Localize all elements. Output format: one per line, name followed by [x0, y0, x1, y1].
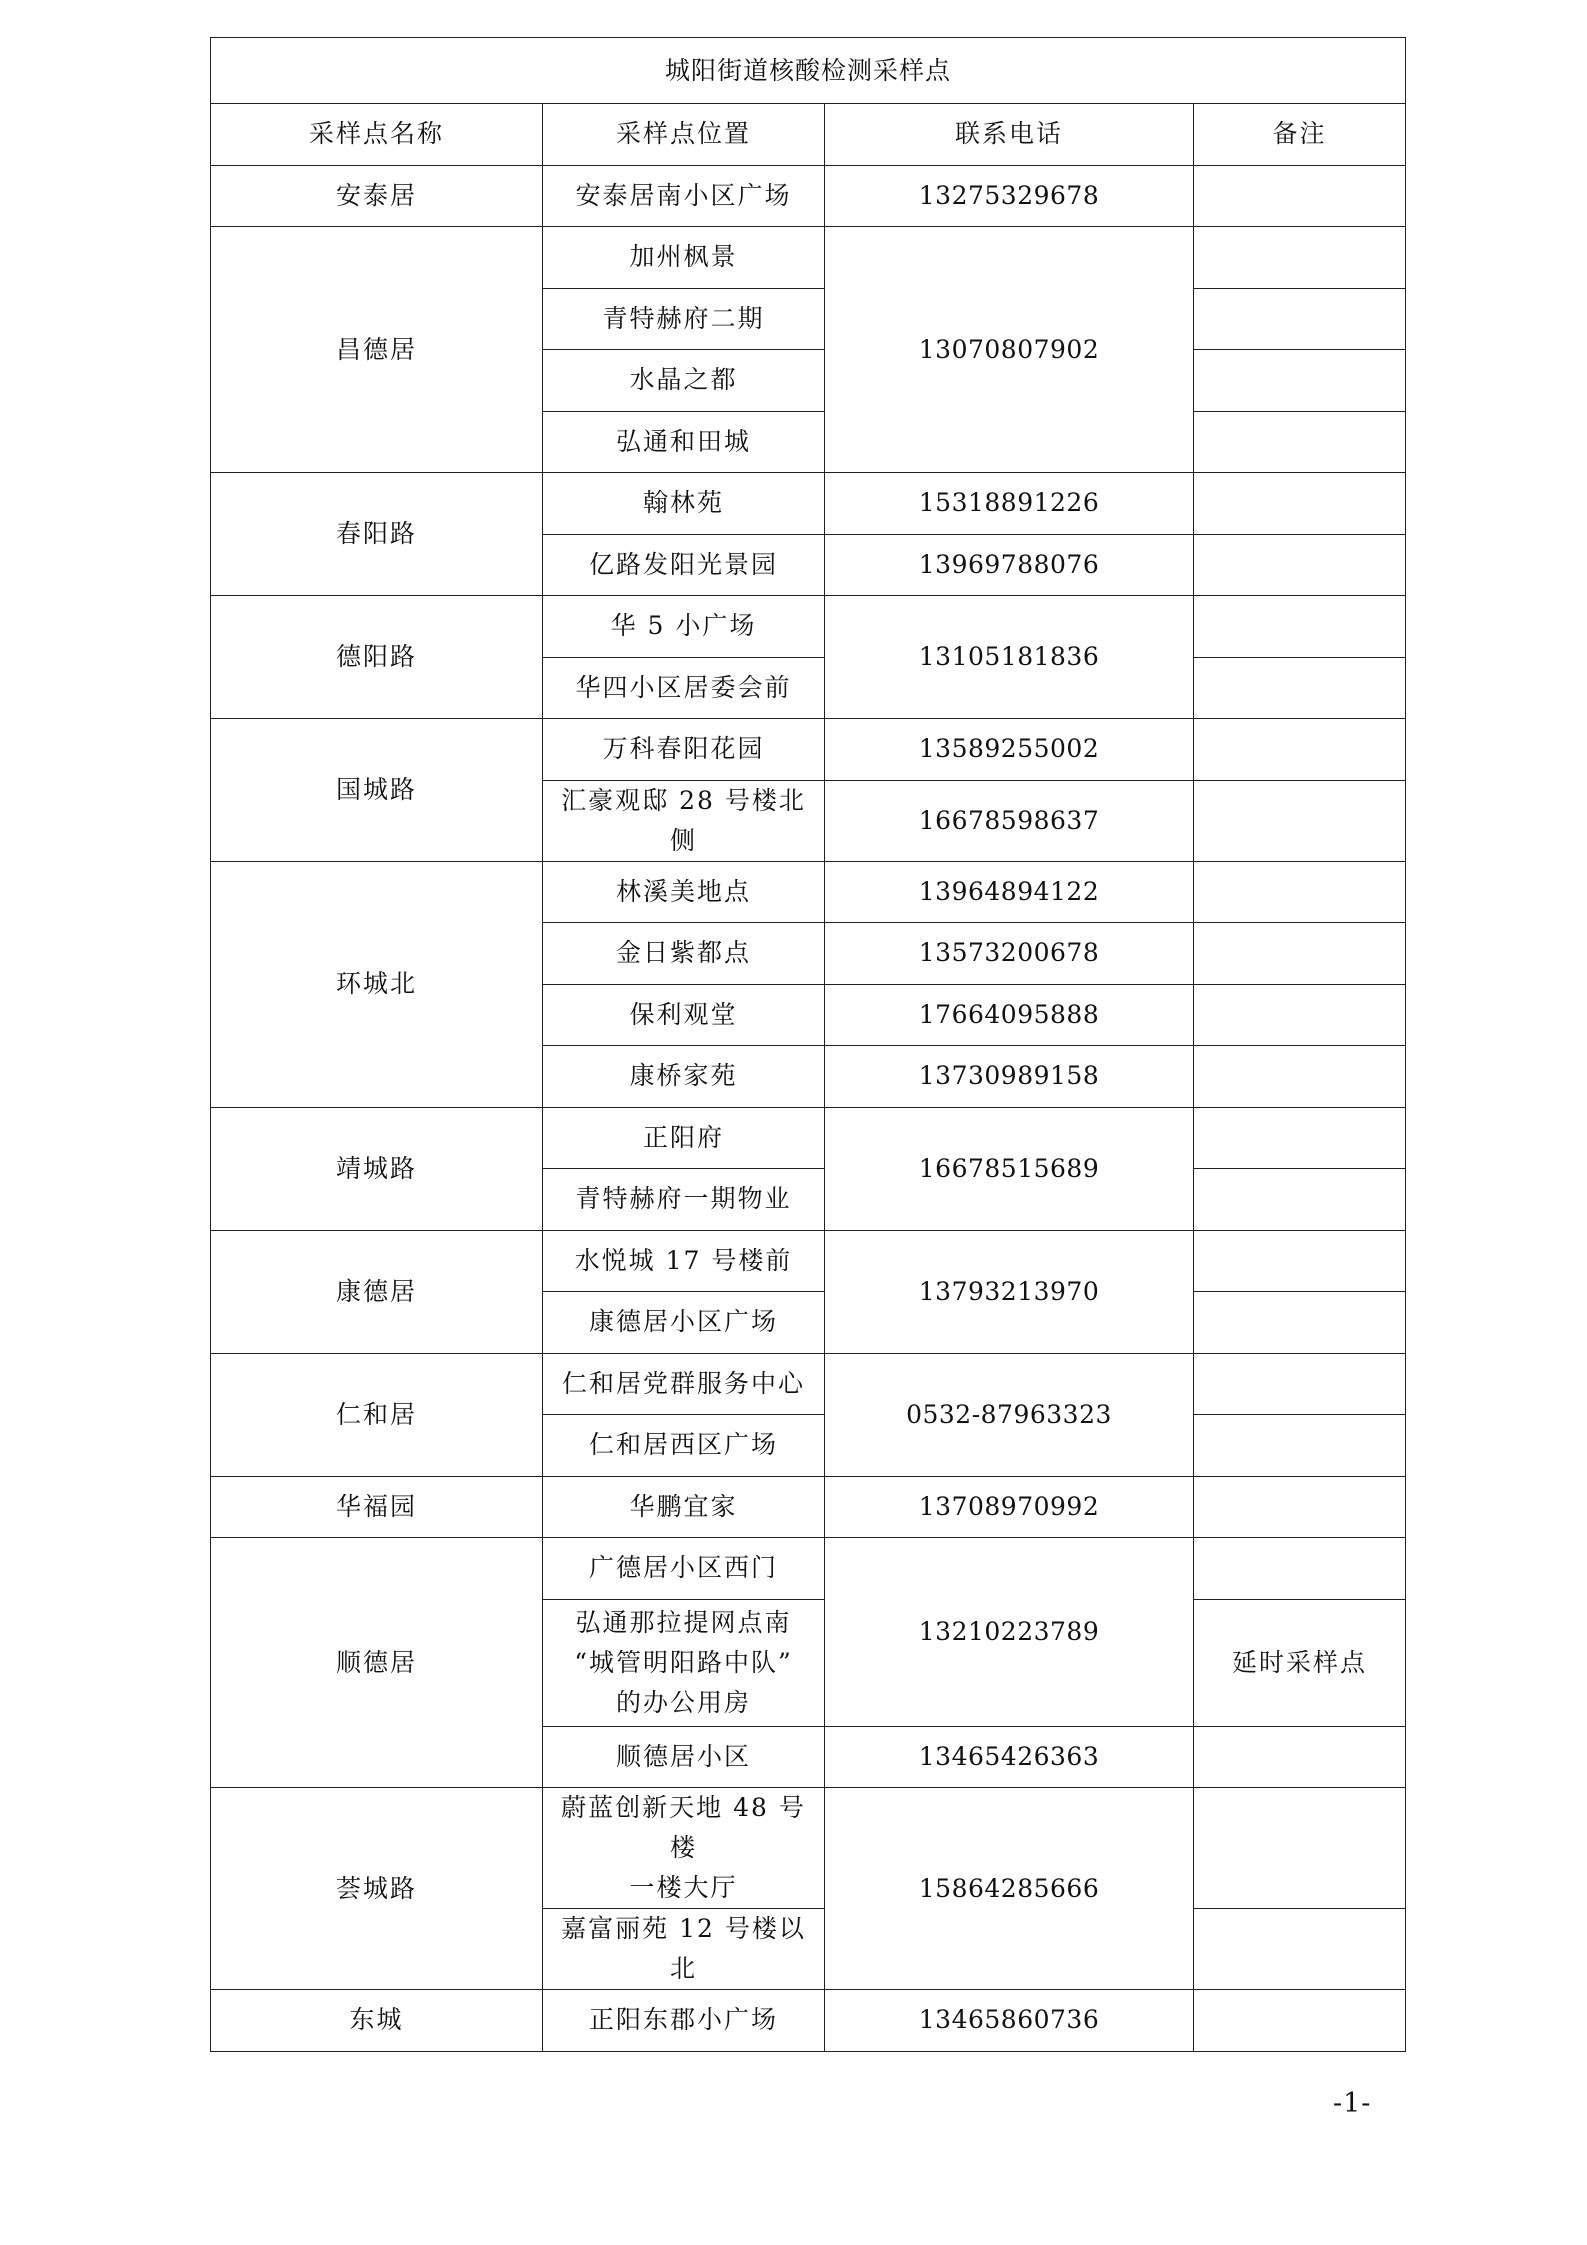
site-phone: 13964894122 [825, 861, 1194, 923]
site-name: 华福园 [211, 1476, 543, 1538]
site-note: 延时采样点 [1194, 1599, 1406, 1726]
site-name: 昌德居 [211, 227, 543, 473]
site-name: 安泰居 [211, 165, 543, 227]
table-row [211, 227, 1406, 289]
site-phone: 13275329678 [825, 165, 1194, 227]
site-location [543, 1599, 825, 1726]
site-location: 正阳府 [543, 1107, 825, 1169]
table-row [211, 719, 1406, 781]
site-phone: 16678598637 [825, 780, 1194, 861]
site-location: 广德居小区西门 [543, 1538, 825, 1600]
site-location: 弘通和田城 [543, 411, 825, 473]
site-name: 国城路 [211, 719, 543, 862]
table-row [211, 165, 1406, 227]
site-phone: 13969788076 [825, 534, 1194, 596]
site-phone: 13573200678 [825, 923, 1194, 985]
site-phone: 13793213970 [825, 1230, 1194, 1353]
site-location-line: 一楼大厅 [629, 1873, 738, 1902]
site-note [1194, 227, 1406, 289]
site-note [1194, 1169, 1406, 1231]
site-phone: 16678515689 [825, 1107, 1194, 1230]
sampling-sites-table [210, 37, 1406, 2052]
site-name: 环城北 [211, 861, 543, 1107]
site-location: 安泰居南小区广场 [543, 165, 825, 227]
site-note [1194, 288, 1406, 350]
site-note [1194, 657, 1406, 719]
header-phone: 联系电话 [825, 104, 1194, 166]
site-note [1194, 780, 1406, 861]
site-location: 顺德居小区 [543, 1726, 825, 1788]
site-location: 康德居小区广场 [543, 1292, 825, 1354]
site-location: 康桥家苑 [543, 1046, 825, 1108]
site-note [1194, 1476, 1406, 1538]
site-note [1194, 861, 1406, 923]
site-location: 水晶之都 [543, 350, 825, 412]
site-phone: 13465860736 [825, 1990, 1194, 2052]
site-note [1194, 1292, 1406, 1354]
site-location: 仁和居西区广场 [543, 1415, 825, 1477]
site-phone: 15318891226 [825, 473, 1194, 535]
table-row [211, 1538, 1406, 1600]
header-row [211, 104, 1406, 166]
site-name: 康德居 [211, 1230, 543, 1353]
site-phone: 0532-87963323 [825, 1353, 1194, 1476]
site-phone: 15864285666 [825, 1788, 1194, 1990]
site-location: 嘉富丽苑 12 号楼以北 [543, 1909, 825, 1990]
site-name: 东城 [211, 1990, 543, 2052]
table-title: 城阳街道核酸检测采样点 [211, 38, 1406, 104]
table-row [211, 861, 1406, 923]
site-location [543, 1788, 825, 1909]
site-note [1194, 1230, 1406, 1292]
site-note [1194, 1788, 1406, 1909]
site-phone: 13730989158 [825, 1046, 1194, 1108]
site-note [1194, 1909, 1406, 1990]
site-note [1194, 1538, 1406, 1600]
site-note [1194, 984, 1406, 1046]
site-location: 华鹏宜家 [543, 1476, 825, 1538]
site-phone: 13708970992 [825, 1476, 1194, 1538]
site-note [1194, 1990, 1406, 2052]
site-name: 靖城路 [211, 1107, 543, 1230]
site-phone: 13070807902 [825, 227, 1194, 473]
site-location-line: 蔚蓝创新天地 48 号楼 [561, 1793, 806, 1862]
site-name: 荟城路 [211, 1788, 543, 1990]
table-row [211, 473, 1406, 535]
table-row [211, 1788, 1406, 1909]
site-note [1194, 411, 1406, 473]
site-name: 德阳路 [211, 596, 543, 719]
site-note [1194, 719, 1406, 781]
site-phone: 13210223789 [825, 1538, 1194, 1727]
table-row [211, 1353, 1406, 1415]
site-location-line: “城管明阳路中队” [574, 1647, 793, 1677]
site-note [1194, 1726, 1406, 1788]
site-location-line: 的办公用房 [615, 1687, 751, 1717]
site-note [1194, 1046, 1406, 1108]
site-note [1194, 165, 1406, 227]
site-phone: 17664095888 [825, 984, 1194, 1046]
site-location: 亿路发阳光景园 [543, 534, 825, 596]
site-location: 林溪美地点 [543, 861, 825, 923]
site-location-line: 弘通那拉提网点南 [575, 1607, 792, 1637]
site-location: 正阳东郡小广场 [543, 1990, 825, 2052]
site-note [1194, 1107, 1406, 1169]
site-location: 加州枫景 [543, 227, 825, 289]
site-note [1194, 1353, 1406, 1415]
site-name: 春阳路 [211, 473, 543, 596]
site-phone: 13105181836 [825, 596, 1194, 719]
site-note [1194, 350, 1406, 412]
table-row [211, 596, 1406, 658]
site-note [1194, 923, 1406, 985]
header-name: 采样点名称 [211, 104, 543, 166]
site-phone: 13465426363 [825, 1726, 1194, 1788]
table-row [211, 1990, 1406, 2052]
site-location: 仁和居党群服务中心 [543, 1353, 825, 1415]
site-location: 华四小区居委会前 [543, 657, 825, 719]
site-note [1194, 1415, 1406, 1477]
site-location: 金日紫都点 [543, 923, 825, 985]
table-title-row [211, 38, 1406, 104]
site-name: 顺德居 [211, 1538, 543, 1788]
header-note: 备注 [1194, 104, 1406, 166]
site-location: 华 5 小广场 [543, 596, 825, 658]
site-phone: 13589255002 [825, 719, 1194, 781]
table-row [211, 1230, 1406, 1292]
table-row [211, 1107, 1406, 1169]
site-location: 万科春阳花园 [543, 719, 825, 781]
site-location: 青特赫府二期 [543, 288, 825, 350]
site-location: 保利观堂 [543, 984, 825, 1046]
site-location: 青特赫府一期物业 [543, 1169, 825, 1231]
site-location: 水悦城 17 号楼前 [543, 1230, 825, 1292]
site-note [1194, 534, 1406, 596]
page-number: -1- [1333, 2088, 1372, 2119]
site-location: 汇豪观邸 28 号楼北侧 [543, 780, 825, 861]
site-location: 翰林苑 [543, 473, 825, 535]
table-row [211, 1476, 1406, 1538]
site-note [1194, 473, 1406, 535]
header-location: 采样点位置 [543, 104, 825, 166]
site-note [1194, 596, 1406, 658]
site-name: 仁和居 [211, 1353, 543, 1476]
